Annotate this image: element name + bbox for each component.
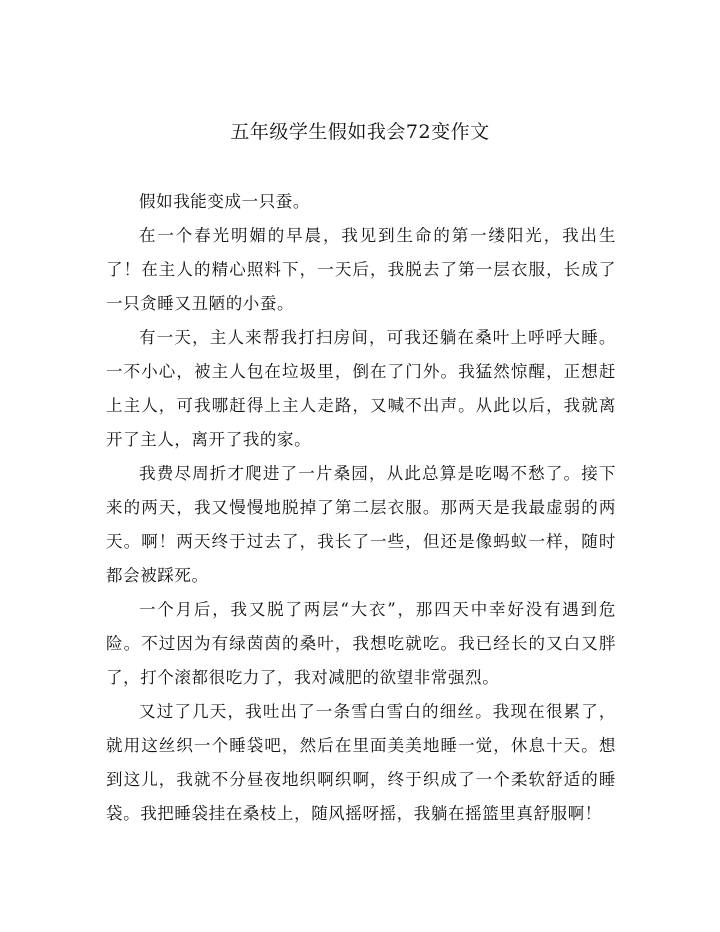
paragraph-6: 又过了几天，我吐出了一条雪白雪白的细丝。我现在很累了，就用这丝织一个睡袋吧，然后在里面美美地睡一觉，休息十天。想到这儿，我就不分昼夜地织啊织啊，终于织成了一个柔软舒适的睡袋。我把睡袋挂在桑枝上，随风摇呀摇，我躺在摇篮里真舒服啊！ <box>106 702 616 823</box>
paragraph-1: 假如我能变成一只蚕。 <box>139 192 310 211</box>
paragraph-4: 我费尽周折才爬进了一片桑园，从此总算是吃喝不愁了。接下来的两天，我又慢慢地脱掉了第二层衣服。那两天是我最虚弱的两天。啊！两天终于过去了，我长了一些，但还是像蚂蚁一样，随时都会被踩死。 <box>106 464 616 585</box>
paragraph-3: 有一天，主人来帮我打扫房间，可我还躺在桑叶上呼呼大睡。一不小心，被主人包在垃圾里，倒在了门外。我猛然惊醒，正想赶上主人，可我哪赶得上主人走路，又喊不出声。从此以后，我就离开了主人，离开了我的家。 <box>106 328 616 449</box>
paragraph-5: 一个月后，我又脱了两层“大衣”，那四天中幸好没有遇到危险。不过因为有绿茵茵的桑叶，我想吃就吃。我已经长的又白又胖了，打个滚都很吃力了，我对减肥的欲望非常强烈。 <box>106 600 616 687</box>
document-title: 五年级学生假如我会72变作文 <box>230 121 490 143</box>
paragraph-2: 在一个春光明媚的早晨，我见到生命的第一缕阳光，我出生了！在主人的精心照料下，一天后，我脱去了第一层衣服，长成了一只贪睡又丑陋的小蚕。 <box>106 226 616 313</box>
document-body <box>106 185 616 831</box>
